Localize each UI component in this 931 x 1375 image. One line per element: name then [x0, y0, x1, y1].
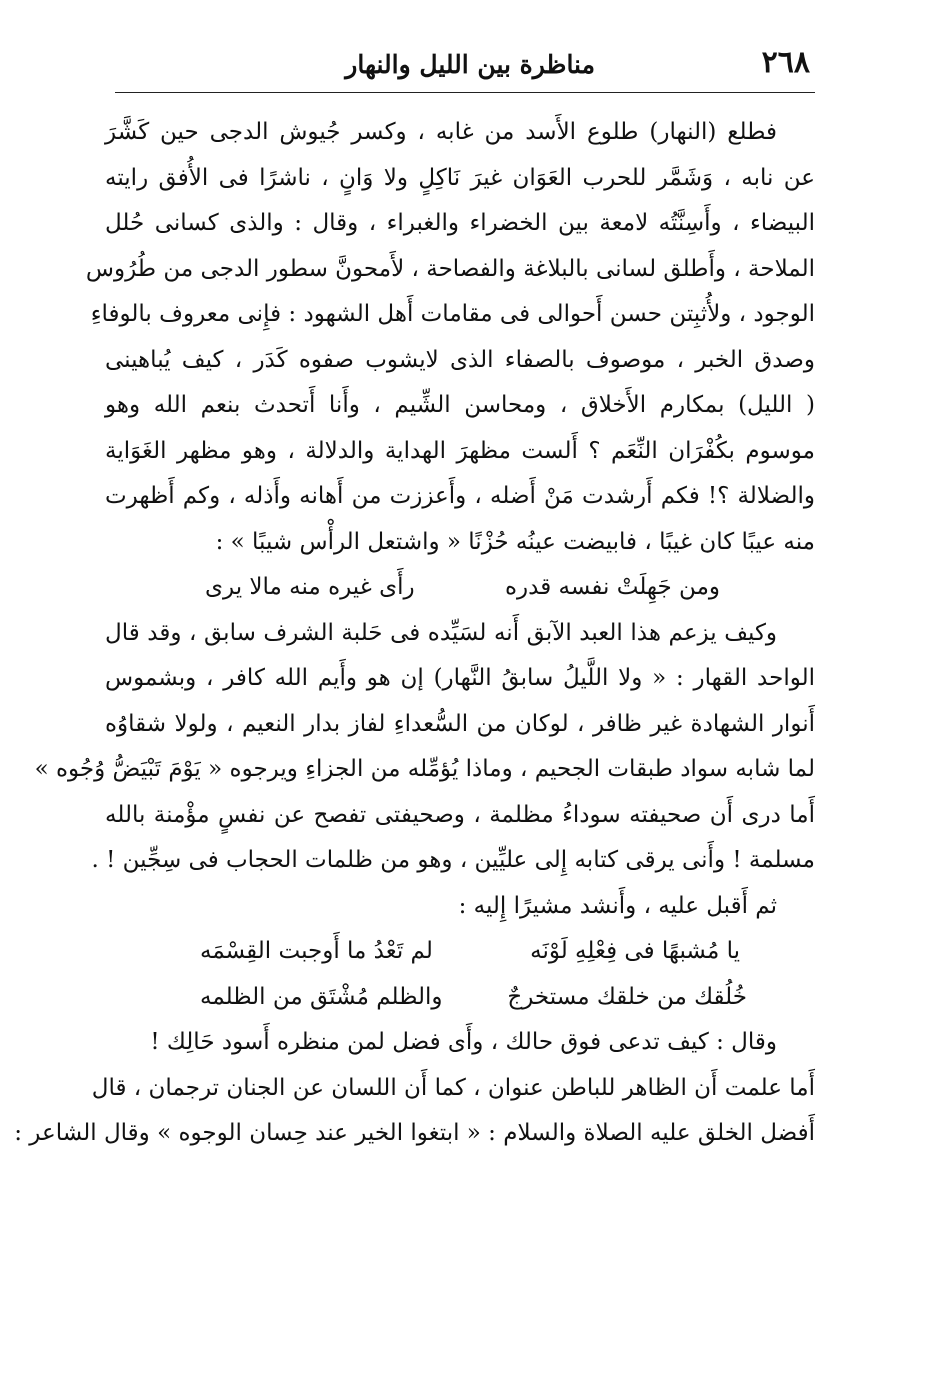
- verse-hemistich-right: ومن جَهِلَتْ نفسه قدره: [505, 574, 720, 600]
- verse-line: [105, 975, 815, 1021]
- text-line: أَنوار الشهادة غير ظافر ، لوكان من السُّعداءِ لفاز بدار النعيم ، ولولا شقاوُه: [105, 710, 815, 737]
- text-line: مسلمة ! وأَنى يرقى كتابه إِلى عليِّين ، وهو من ظلمات الحجاب فى سِجِّين ! .: [91, 847, 815, 873]
- header-rule: [115, 92, 815, 93]
- verse-line: [105, 565, 815, 611]
- text-line: والضلالة ؟! فكم أَرشدت مَنْ أَضله ، وأَعززت من أَهانه وأَذله ، وكم أَظهرت: [105, 483, 815, 509]
- verse-hemistich-right: خُلُقك من خلقك مستخرجٌ: [507, 983, 747, 1010]
- text-line: عن نابه ، وَشَمَّر للحرب العَوَان غيرَ نَاكِلٍ ولا وَانٍ ، ناشرًا فى الأُفق رايته: [105, 164, 815, 191]
- text-line: البيضاء ، وأَسِنَّتُه لامعة بين الخضراء والغبراء ، وقال : والذى كسانى حُلل: [105, 210, 815, 236]
- running-title: مناظرة بين الليل والنهار: [345, 50, 595, 79]
- text-line: الواحد القهار : « ولا اللَّيلُ سابقُ النَّهار) إن هو وأَيم الله كافر ، وبشموس: [105, 665, 815, 691]
- text-line: أَما درى أَن صحيفته سوداءُ مظلمة ، وصحيفتى تفصح عن نفسٍ مؤْمنة بالله: [105, 801, 815, 828]
- text-line: الوجود ، ولأُثبِتن حسن أَحوالى فى مقامات أَهل الشهود : فإِنى معروف بالوفاءِ: [90, 301, 815, 327]
- text-line: فطلع (النهار) طلوع الأَسد من غابه ، وكسر جُيوش الدجى حين كَشَّرَ: [105, 119, 777, 145]
- verse-hemistich-left: رأَى غيره منه مالا يرى: [205, 574, 415, 600]
- text-line: ثم أَقبل عليه ، وأَنشد مشيرًا إِليه :: [458, 892, 777, 919]
- verse-line: [105, 929, 815, 975]
- text-line: ( الليل) بمكارم الأَخلاق ، ومحاسن الشِّيم ، وأَنا أَتحدث بنعم الله وهو: [105, 392, 815, 418]
- page-number: ٢٦٨: [761, 45, 810, 80]
- text-line: وكيف يزعم هذا العبد الآبق أَنه لسَيِّده فى حَلبة الشرف سابق ، وقد قال: [105, 619, 777, 646]
- text-line: الملاحة ، وأَطلق لسانى بالبلاغة والفصاحة ، لأَمحونَّ سطور الدجى من طُرُوس: [85, 255, 815, 282]
- body-text: [14, 110, 815, 1157]
- text-line: منه عيبًا كان غيبًا ، فابيضت عينُه حُزْنًا « واشتعل الرأْس شيبًا » :: [215, 528, 815, 555]
- text-line: موسوم بكُفْرَان النِّعَم ؟ أَلست مظهرَ الهداية والدلالة ، وهو مظهر الغَوَاية: [105, 437, 815, 464]
- verse-hemistich-left: والظلم مُشْتَق من الظلمه: [200, 983, 443, 1010]
- text-line: وقال : كيف تدعى فوق حالك ، وأَى فضل لمن منظره أَسود حَالِك !: [150, 1029, 777, 1055]
- text-line: أَفضل الخلق عليه الصلاة والسلام : « ابتغوا الخير عند حِسان الوجوه » وقال الشاعر :: [14, 1120, 815, 1146]
- text-line: أَما علمت أَن الظاهر للباطن عنوان ، كما أَن اللسان عن الجنان ترجمان ، قال: [91, 1074, 815, 1101]
- text-line: لما شابه سواد طبقات الجحيم ، وماذا يُؤمِّله من الجزاءِ ويرجوه « يَوْمَ تَبْيَضُّ وُجُوه »: [34, 756, 815, 782]
- text-line: وصدق الخبر ، موصوف بالصفاء الذى لايشوب صفوه كَدَر ، كيف يُباهينى: [105, 346, 815, 373]
- page-header: [110, 38, 810, 88]
- verse-hemistich-right: يا مُشبهًا فى فِعْلِهِ لَوْنَه: [530, 938, 740, 964]
- verse-hemistich-left: لم تَعْدُ ما أَوجبت القِسْمَه: [200, 938, 433, 964]
